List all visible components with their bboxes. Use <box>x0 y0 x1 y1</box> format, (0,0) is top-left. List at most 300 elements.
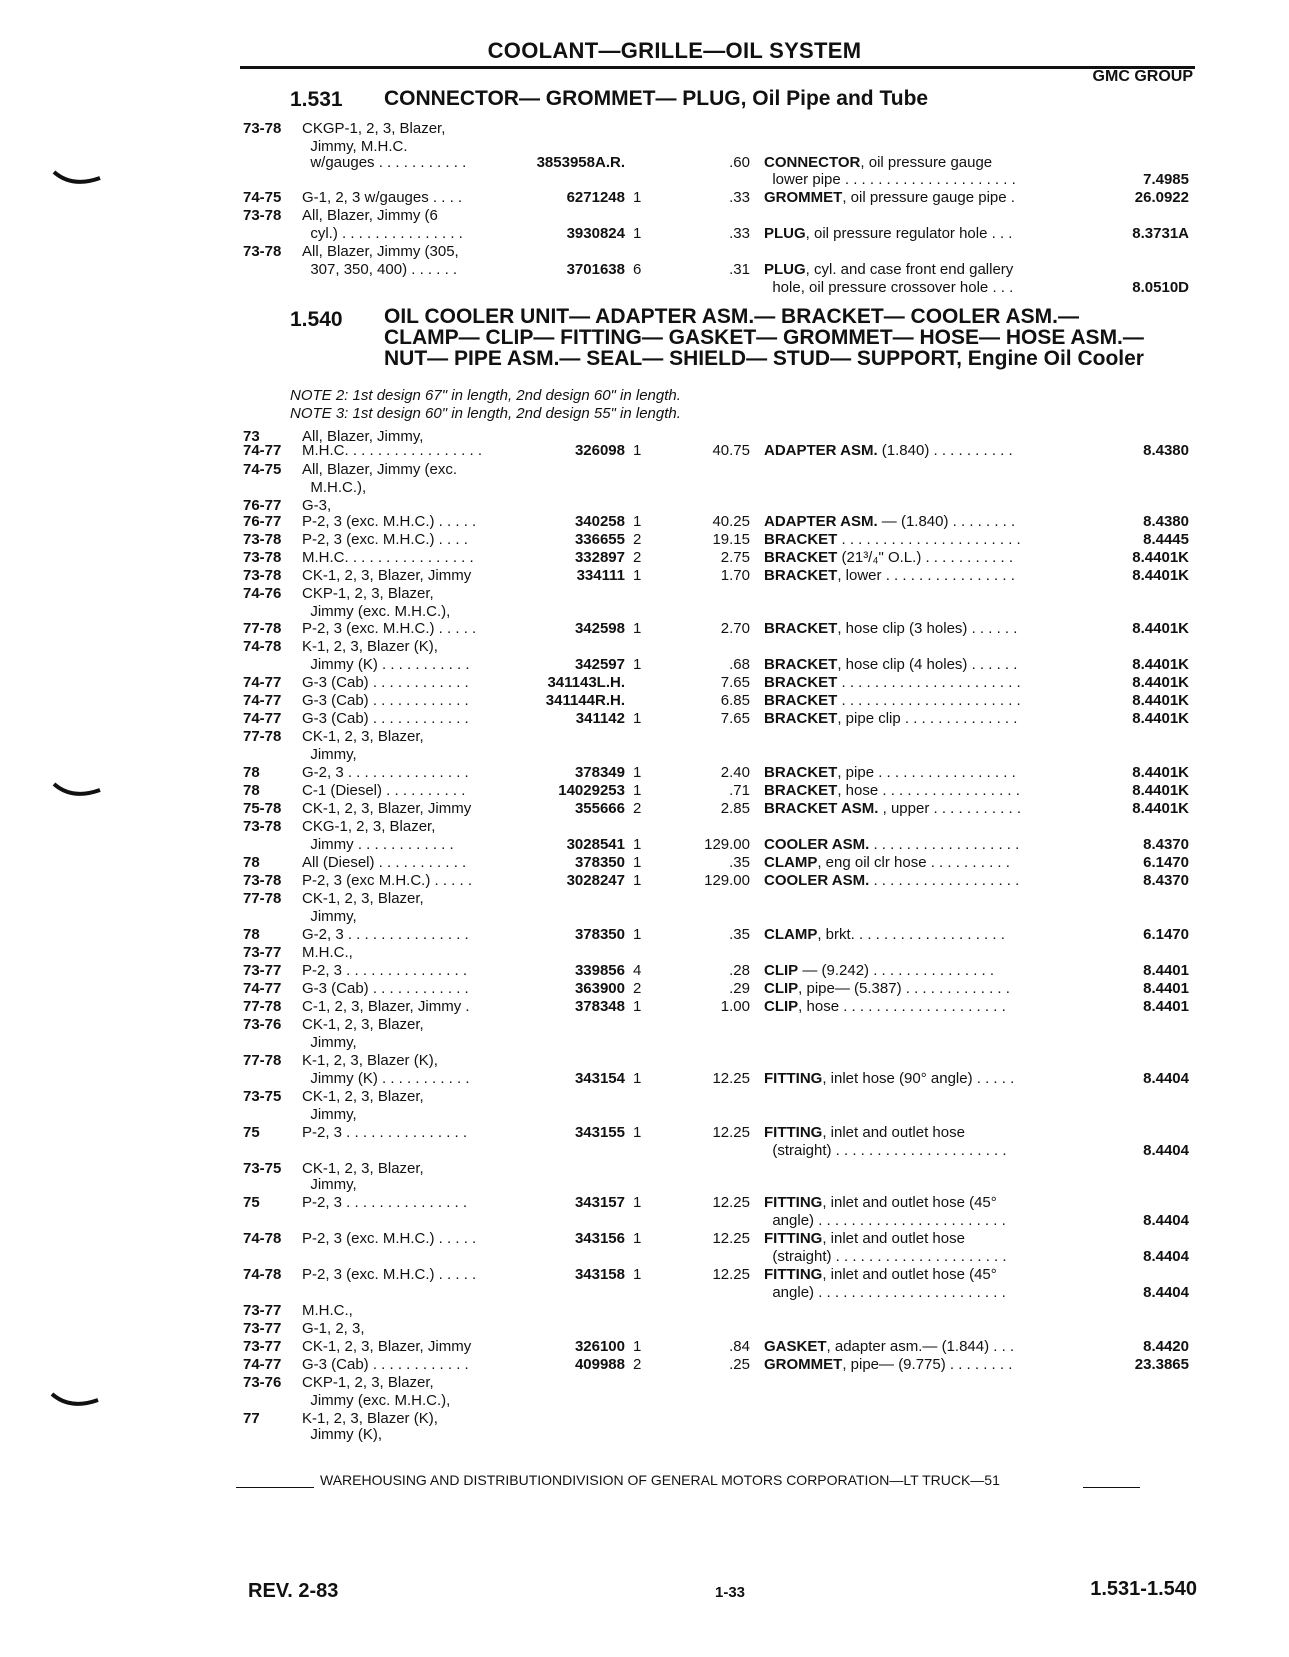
part-number: 3930824 <box>566 225 625 242</box>
quantity: 2 <box>633 549 642 566</box>
part-name: PLUG <box>764 261 806 278</box>
part-number: 334111 <box>576 567 625 584</box>
group-number: 6.1470 <box>1143 854 1189 871</box>
list-price: 12.25 <box>712 1124 750 1141</box>
part-name: BRACKET ASM. <box>764 800 879 817</box>
application: P-2, 3 . . . . . . . . . . . . . . . <box>302 1124 468 1141</box>
application: G-1, 2, 3 w/gauges . . . . <box>302 189 463 206</box>
description <box>764 279 1013 297</box>
part-number: 343158 <box>574 1266 625 1283</box>
list-price: 2.40 <box>720 764 750 781</box>
model-year: 78 <box>243 782 260 799</box>
model-year: 74-75 <box>243 189 282 206</box>
application: CK-1, 2, 3, Blazer, <box>302 1016 424 1033</box>
model-year: 73-75 <box>243 1088 282 1105</box>
description <box>764 1230 965 1248</box>
quantity: 1 <box>633 1194 642 1211</box>
description <box>764 800 1021 818</box>
group-number: 8.4401K <box>1132 620 1189 637</box>
description <box>764 1338 1014 1356</box>
title-rule <box>240 66 1195 69</box>
quantity: 1 <box>633 998 642 1015</box>
group-number: 8.4420 <box>1143 1338 1189 1355</box>
model-year: 74-77 <box>243 980 282 997</box>
part-name: BRACKET <box>764 710 838 727</box>
binder-hole-mark <box>50 780 105 802</box>
description <box>764 1356 1012 1374</box>
part-name: FITTING <box>764 1266 823 1283</box>
quantity: 1 <box>633 854 642 871</box>
part-name: FITTING <box>764 1194 823 1211</box>
part-detail: , hose clip (3 holes) . . . . . . <box>837 620 1018 637</box>
part-detail: . . . . . . . . . . . . . . . . . . <box>869 836 1020 853</box>
model-year: 73-77 <box>243 1338 282 1355</box>
application: cyl.) . . . . . . . . . . . . . . . <box>302 225 463 242</box>
list-price: .29 <box>729 980 750 997</box>
part-name: ADAPTER ASM. <box>764 513 878 530</box>
model-year: 73-77 <box>243 944 282 961</box>
application: Jimmy, <box>302 1106 357 1123</box>
application: P-2, 3 (exc. M.H.C.) . . . . . <box>302 1266 477 1283</box>
list-price: 6.85 <box>720 692 750 709</box>
group-number: 8.4380 <box>1143 442 1189 459</box>
application: Jimmy (K) . . . . . . . . . . . <box>302 1070 470 1087</box>
group-number: 23.3865 <box>1134 1356 1189 1373</box>
group-number: 7.4985 <box>1143 171 1189 188</box>
list-price: 2.75 <box>720 549 750 566</box>
part-detail: , cyl. and case front end gallery <box>805 261 1014 278</box>
quantity: 1 <box>633 656 642 673</box>
model-year: 73-78 <box>243 120 282 137</box>
description <box>764 692 1021 710</box>
model-year: 73-78 <box>243 531 282 548</box>
part-number: 342597 <box>574 656 625 673</box>
application: K-1, 2, 3, Blazer (K), <box>302 1052 438 1069</box>
list-price: .68 <box>729 656 750 673</box>
application: CK-1, 2, 3, Blazer, <box>302 728 424 745</box>
model-year: 76-77 <box>243 497 282 514</box>
description <box>764 531 1021 549</box>
group-number: 8.4401K <box>1132 764 1189 781</box>
list-price: 12.25 <box>712 1266 750 1283</box>
part-name: CLIP <box>764 980 799 997</box>
description <box>764 674 1021 692</box>
application: K-1, 2, 3, Blazer (K), <box>302 1410 438 1427</box>
model-year: 77-78 <box>243 890 282 907</box>
application: w/gauges . . . . . . . . . . . <box>302 154 467 171</box>
list-price: 2.70 <box>720 620 750 637</box>
quantity: 1 <box>633 926 642 943</box>
list-price: .31 <box>729 261 750 278</box>
part-detail: angle) . . . . . . . . . . . . . . . . . . . . . . . <box>764 1212 1006 1229</box>
section-range: 1.531-1.540 <box>1090 1578 1197 1600</box>
list-price: 129.00 <box>704 836 750 853</box>
description <box>764 836 1019 854</box>
part-detail: , inlet and outlet hose (45° <box>822 1266 997 1283</box>
model-year: 73-75 <box>243 1160 282 1177</box>
model-year: 77-78 <box>243 728 282 745</box>
application: G-3 (Cab) . . . . . . . . . . . . <box>302 1356 469 1373</box>
model-year: 74-77 <box>243 442 282 459</box>
group-number: 8.4404 <box>1143 1070 1189 1087</box>
part-name: FITTING <box>764 1070 823 1087</box>
part-number: 326098 <box>574 442 625 459</box>
application: M.H.C. . . . . . . . . . . . . . . . . <box>302 442 483 459</box>
part-name: CLAMP <box>764 854 818 871</box>
footer-rule-right <box>1083 1487 1140 1488</box>
application: G-3 (Cab) . . . . . . . . . . . . <box>302 674 469 691</box>
model-year: 74-78 <box>243 1266 282 1283</box>
list-price: 7.65 <box>720 674 750 691</box>
model-year: 74-77 <box>243 710 282 727</box>
application: All, Blazer, Jimmy, <box>302 428 424 445</box>
application: CKGP-1, 2, 3, Blazer, <box>302 120 446 137</box>
application: Jimmy (exc. M.H.C.), <box>302 1392 451 1409</box>
application: CK-1, 2, 3, Blazer, <box>302 1160 424 1177</box>
binder-hole-mark <box>48 1390 103 1412</box>
quantity: 2 <box>633 800 642 817</box>
part-name: BRACKET <box>764 549 838 566</box>
list-price: .35 <box>729 854 750 871</box>
part-name: BRACKET <box>764 620 838 637</box>
part-detail: , oil pressure gauge pipe . <box>842 189 1015 206</box>
application: P-2, 3 (exc M.H.C.) . . . . . <box>302 872 473 889</box>
application: CK-1, 2, 3, Blazer, <box>302 1088 424 1105</box>
part-number: 3853958A.R. <box>536 154 625 171</box>
part-detail: — (9.242) . . . . . . . . . . . . . . . <box>798 962 995 979</box>
part-number: 341143L.H. <box>547 674 625 691</box>
part-detail: , eng oil clr hose . . . . . . . . . . <box>817 854 1010 871</box>
description <box>764 926 1005 944</box>
quantity: 1 <box>633 1266 642 1283</box>
quantity: 1 <box>633 764 642 781</box>
list-price: .60 <box>729 154 750 171</box>
group-number: 8.4401K <box>1132 800 1189 817</box>
description <box>764 1266 997 1284</box>
group-number: 8.4401K <box>1132 674 1189 691</box>
quantity: 1 <box>633 1070 642 1087</box>
description <box>764 225 1012 243</box>
binder-hole-mark <box>50 168 105 190</box>
description <box>764 1212 1006 1230</box>
part-detail: , inlet and outlet hose <box>822 1230 965 1247</box>
group-number: 8.4401K <box>1132 782 1189 799</box>
list-price: 2.85 <box>720 800 750 817</box>
application: CK-1, 2, 3, Blazer, <box>302 890 424 907</box>
list-price: 12.25 <box>712 1194 750 1211</box>
group-number: 8.4404 <box>1143 1212 1189 1229</box>
model-year: 77-78 <box>243 1052 282 1069</box>
application: Jimmy, <box>302 1034 357 1051</box>
part-number: 409988 <box>574 1356 625 1373</box>
description <box>764 1124 965 1142</box>
group-number: 8.0510D <box>1132 279 1189 296</box>
group-number: 8.4401K <box>1132 692 1189 709</box>
section-title: OIL COOLER UNIT— ADAPTER ASM.— BRACKET— COOLER ASM.— CLAMP— CLIP— FITTING— GASKET— GROMMET— HOSE— HOSE ASM.— NUT— PIPE ASM.— SEAL— SHIELD— STUD— SUPPORT, Engine Oil Cooler <box>384 305 1144 370</box>
list-price: .35 <box>729 926 750 943</box>
application: Jimmy, <box>302 746 357 763</box>
application: G-3 (Cab) . . . . . . . . . . . . <box>302 692 469 709</box>
quantity: 6 <box>633 261 642 278</box>
part-detail: , inlet and outlet hose (45° <box>822 1194 997 1211</box>
application: P-2, 3 (exc. M.H.C.) . . . . <box>302 531 468 548</box>
part-number: 343157 <box>574 1194 625 1211</box>
part-detail: . . . . . . . . . . . . . . . . . . <box>869 872 1020 889</box>
note-line: NOTE 2: 1st design 67" in length, 2nd design 60" in length. <box>290 387 681 404</box>
footer-text: WAREHOUSING AND DISTRIBUTIONDIVISION OF GENERAL MOTORS CORPORATION—LT TRUCK—51 <box>320 1472 1000 1488</box>
part-number: 6271248 <box>566 189 625 206</box>
part-detail: , hose . . . . . . . . . . . . . . . . . <box>837 782 1020 799</box>
part-detail: — (1.840) . . . . . . . . <box>877 513 1016 530</box>
description <box>764 962 994 980</box>
model-year: 77-78 <box>243 998 282 1015</box>
part-detail: , pipe— (9.775) . . . . . . . . <box>842 1356 1013 1373</box>
model-year: 78 <box>243 926 260 943</box>
model-year: 77-78 <box>243 620 282 637</box>
description <box>764 1284 1006 1302</box>
part-detail: . . . . . . . . . . . . . . . . . . . . . . <box>837 531 1021 548</box>
model-year: 73-77 <box>243 1320 282 1337</box>
description <box>764 656 1017 674</box>
part-number: 341142 <box>575 710 625 727</box>
application: CKP-1, 2, 3, Blazer, <box>302 1374 434 1391</box>
application: CKP-1, 2, 3, Blazer, <box>302 585 434 602</box>
group-number: 8.4401K <box>1132 567 1189 584</box>
description <box>764 513 1015 531</box>
part-name: BRACKET <box>764 531 838 548</box>
description <box>764 854 1010 872</box>
list-price: .28 <box>729 962 750 979</box>
quantity: 1 <box>633 872 642 889</box>
application: CK-1, 2, 3, Blazer, Jimmy <box>302 567 472 584</box>
part-name: COOLER ASM. <box>764 872 870 889</box>
part-name: BRACKET <box>764 782 838 799</box>
part-number: 343154 <box>574 1070 625 1087</box>
description <box>764 710 1017 728</box>
part-detail: (straight) . . . . . . . . . . . . . . . . . . . . . <box>764 1248 1007 1265</box>
part-detail: . . . . . . . . . . . . . . . . . . . . . . <box>837 674 1021 691</box>
model-year: 74-77 <box>243 674 282 691</box>
application: C-1 (Diesel) . . . . . . . . . . <box>302 782 466 799</box>
description <box>764 261 1013 279</box>
list-price: .33 <box>729 189 750 206</box>
list-price: .84 <box>729 1338 750 1355</box>
part-detail: , inlet hose (90° angle) . . . . . <box>822 1070 1015 1087</box>
application: G-2, 3 . . . . . . . . . . . . . . . <box>302 764 469 781</box>
quantity: 1 <box>633 620 642 637</box>
model-year: 73-78 <box>243 243 282 260</box>
application: All, Blazer, Jimmy (exc. <box>302 461 458 478</box>
group-number: 8.4370 <box>1143 872 1189 889</box>
quantity: 1 <box>633 513 642 530</box>
part-name: CONNECTOR <box>764 154 861 171</box>
list-price: 12.25 <box>712 1230 750 1247</box>
application: All, Blazer, Jimmy (305, <box>302 243 459 260</box>
application: P-2, 3 . . . . . . . . . . . . . . . <box>302 1194 468 1211</box>
model-year: 73-78 <box>243 818 282 835</box>
part-detail: , hose clip (4 holes) . . . . . . <box>837 656 1018 673</box>
quantity: 4 <box>633 962 642 979</box>
part-number: 3028247 <box>566 872 625 889</box>
part-detail: (21³/₄" O.L.) . . . . . . . . . . . <box>837 549 1013 566</box>
footer-rule-left <box>236 1487 314 1488</box>
part-detail: , adapter asm.— (1.844) . . . <box>826 1338 1015 1355</box>
part-number: 378350 <box>574 926 625 943</box>
group-number: 8.4401 <box>1143 962 1189 979</box>
list-price: .33 <box>729 225 750 242</box>
part-number: 332897 <box>574 549 625 566</box>
application: Jimmy . . . . . . . . . . . . <box>302 836 454 853</box>
model-year: 73-78 <box>243 549 282 566</box>
list-price: .71 <box>729 782 750 799</box>
application: All, Blazer, Jimmy (6 <box>302 207 438 224</box>
description <box>764 1248 1007 1266</box>
list-price: .25 <box>729 1356 750 1373</box>
model-year: 75-78 <box>243 800 282 817</box>
part-name: BRACKET <box>764 674 838 691</box>
description <box>764 549 1013 567</box>
quantity: 1 <box>633 782 642 799</box>
part-name: BRACKET <box>764 764 838 781</box>
part-number: 342598 <box>574 620 625 637</box>
description <box>764 1142 1007 1160</box>
quantity: 1 <box>633 1124 642 1141</box>
application: Jimmy, <box>302 1176 357 1193</box>
application: G-1, 2, 3, <box>302 1320 365 1337</box>
group-number: 8.4380 <box>1143 513 1189 530</box>
part-detail: , upper . . . . . . . . . . . <box>878 800 1022 817</box>
application: P-2, 3 (exc. M.H.C.) . . . . . <box>302 1230 477 1247</box>
group-number: 8.4404 <box>1143 1142 1189 1159</box>
part-number: 336655 <box>574 531 625 548</box>
part-name: PLUG <box>764 225 806 242</box>
part-name: ADAPTER ASM. <box>764 442 878 459</box>
list-price: 12.25 <box>712 1070 750 1087</box>
part-detail: , oil pressure regulator hole . . . <box>805 225 1013 242</box>
application: P-2, 3 (exc. M.H.C.) . . . . . <box>302 513 477 530</box>
group-number: 8.4404 <box>1143 1248 1189 1265</box>
part-name: COOLER ASM. <box>764 836 870 853</box>
part-number: 340258 <box>574 513 625 530</box>
group-number: 8.4404 <box>1143 1284 1189 1301</box>
part-detail: (straight) . . . . . . . . . . . . . . . . . . . . . <box>764 1142 1007 1159</box>
part-number: 378350 <box>574 854 625 871</box>
model-year: 74-76 <box>243 585 282 602</box>
application: P-2, 3 . . . . . . . . . . . . . . . <box>302 962 468 979</box>
model-year: 74-78 <box>243 1230 282 1247</box>
model-year: 78 <box>243 764 260 781</box>
part-name: CLIP <box>764 962 799 979</box>
model-year: 73-78 <box>243 872 282 889</box>
model-year: 78 <box>243 854 260 871</box>
description <box>764 764 1016 782</box>
application: P-2, 3 (exc. M.H.C.) . . . . . <box>302 620 477 637</box>
quantity: 1 <box>633 1230 642 1247</box>
description <box>764 442 1013 460</box>
part-detail: lower pipe . . . . . . . . . . . . . . . . . . . . . <box>764 171 1016 188</box>
part-detail: , inlet and outlet hose <box>822 1124 965 1141</box>
group-number: 8.4445 <box>1143 531 1189 548</box>
part-name: CLIP <box>764 998 799 1015</box>
part-number: 326100 <box>574 1338 625 1355</box>
quantity: 2 <box>633 531 642 548</box>
model-year: 73-76 <box>243 1374 282 1391</box>
part-number: 14029253 <box>558 782 625 799</box>
part-number: 378348 <box>574 998 625 1015</box>
part-detail: , pipe— (5.387) . . . . . . . . . . . . . <box>798 980 1010 997</box>
part-name: BRACKET <box>764 656 838 673</box>
description <box>764 567 1015 585</box>
group-number: 6.1470 <box>1143 926 1189 943</box>
application: CKG-1, 2, 3, Blazer, <box>302 818 436 835</box>
quantity: 1 <box>633 189 642 206</box>
model-year: 73 <box>243 428 260 445</box>
part-number: 341144R.H. <box>545 692 625 709</box>
part-detail: , pipe . . . . . . . . . . . . . . . . . <box>837 764 1016 781</box>
application: Jimmy, <box>302 908 357 925</box>
group-number: 8.4401K <box>1132 710 1189 727</box>
model-year: 73-78 <box>243 207 282 224</box>
application: Jimmy (K), <box>302 1426 382 1443</box>
model-year: 75 <box>243 1124 260 1141</box>
description <box>764 782 1020 800</box>
group-number: 8.4401 <box>1143 998 1189 1015</box>
quantity: 2 <box>633 1356 642 1373</box>
part-detail: (1.840) . . . . . . . . . . <box>877 442 1013 459</box>
application: G-3 (Cab) . . . . . . . . . . . . <box>302 980 469 997</box>
model-year: 76-77 <box>243 513 282 530</box>
description <box>764 872 1019 890</box>
description <box>764 620 1017 638</box>
list-price: 7.65 <box>720 710 750 727</box>
model-year: 74-77 <box>243 692 282 709</box>
model-year: 73-77 <box>243 962 282 979</box>
application: M.H.C., <box>302 1302 353 1319</box>
application: 307, 350, 400) . . . . . . <box>302 261 458 278</box>
part-name: FITTING <box>764 1230 823 1247</box>
part-number: 3701638 <box>566 261 625 278</box>
model-year: 74-77 <box>243 1356 282 1373</box>
group-number: 8.4370 <box>1143 836 1189 853</box>
description <box>764 1070 1014 1088</box>
note-line: NOTE 3: 1st design 60" in length, 2nd design 55" in length. <box>290 405 681 422</box>
part-number: 343155 <box>574 1124 625 1141</box>
part-number: 363900 <box>574 980 625 997</box>
revision-label: REV. 2-83 <box>248 1580 339 1602</box>
application: M.H.C., <box>302 944 353 961</box>
group-number: 26.0922 <box>1134 189 1189 206</box>
quantity: 1 <box>633 1338 642 1355</box>
group-number: 8.4401 <box>1143 980 1189 997</box>
part-detail: . . . . . . . . . . . . . . . . . . . . . . <box>837 692 1021 709</box>
description <box>764 189 1015 207</box>
part-name: BRACKET <box>764 567 838 584</box>
application: G-2, 3 . . . . . . . . . . . . . . . <box>302 926 469 943</box>
part-number: 3028541 <box>566 836 625 853</box>
application: K-1, 2, 3, Blazer (K), <box>302 638 438 655</box>
application: Jimmy, M.H.C. <box>302 138 408 155</box>
section-number: 1.531 <box>290 88 343 111</box>
page-number: 1-33 <box>715 1584 746 1601</box>
part-detail: , lower . . . . . . . . . . . . . . . . <box>837 567 1015 584</box>
application: M.H.C.), <box>302 479 367 496</box>
part-number: 355666 <box>574 800 625 817</box>
part-number: 339856 <box>574 962 625 979</box>
description <box>764 980 1010 998</box>
part-detail: angle) . . . . . . . . . . . . . . . . . . . . . . . <box>764 1284 1006 1301</box>
application: G-3 (Cab) . . . . . . . . . . . . <box>302 710 469 727</box>
part-detail: , hose . . . . . . . . . . . . . . . . . . . . <box>798 998 1006 1015</box>
